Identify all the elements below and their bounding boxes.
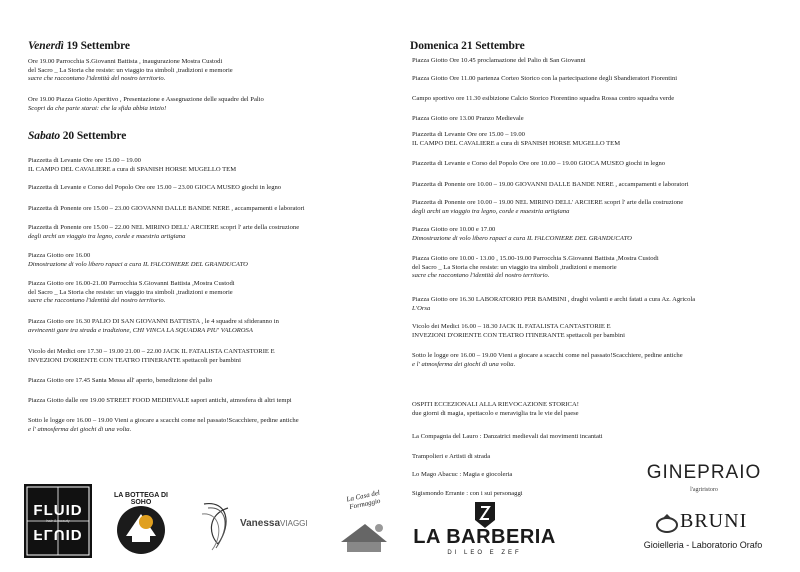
event-line: INVEZIONI D'ORIENTE CON TEATRO ITINERANTE spettacoli per bambini [412, 331, 625, 339]
event-line: Sotto le logge ore 16.00 – 19.00 Vieni a giocare a scacchi come nel passato!Scacchiere, pedine antiche [412, 352, 683, 359]
event-line: Piazza Giotto ore 10.00 - 13.00 , 15.00-19.00 Parrocchia S.Giovanni Battista ,Mostra Custodi [412, 255, 659, 262]
event-line: sacre che raccontano l'identità del nostro territorio. [28, 297, 166, 305]
barberia-logo [412, 500, 557, 564]
event-line: Piazza Giotto ore 16.30 LABORATORIO PER BAMBINI , draghi volanti e archi fatati a cura Az. Agricola [412, 296, 696, 303]
event-block [28, 96, 408, 113]
event-line: Piazza Giotto ore 10.00 e 17.00 [412, 226, 496, 233]
guest-item: Lo Mago Abacuc : Magia e giocoleria [412, 471, 513, 478]
event-line: Ore 19.00 Parrocchia S.Giovanni Battista , inaugurazione Mostra Custodi [28, 58, 223, 65]
event-line: Vicolo dei Medici 16.00 – 18.30 JACK IL FATALISTA CANTASTORIE E [412, 323, 611, 330]
event-line: Piazzetta di Ponente ore 10.00 – 19.00 GIOVANNI DALLE BANDE NERE , accampamenti e laboratori [412, 181, 689, 188]
event-block [412, 181, 792, 190]
event-line: Campo sportivo ore 11.30 esibizione Calcio Storico Fiorentino squadra Rossa contro squadra verde [412, 95, 675, 102]
event-block [412, 115, 792, 124]
event-line: IL CAMPO DEL CAVALIERE a cura di SPANISH HORSE MUGELLO TEM [412, 139, 621, 147]
bottega-logo-text: LA BOTTEGA DI SOHO [114, 492, 168, 506]
fluid-logo [24, 484, 92, 558]
event-block [28, 377, 408, 386]
event-line: Piazza Giotto ore 16.00-21.00 Parrocchia S.Giovanni Battista ,Mostra Custodi [28, 280, 235, 287]
event-line: Piazzetta di Levante Ore ore 15.00 – 19.00 [412, 131, 525, 138]
event-line: del Sacro _ La Storia che resiste: un viaggio tra simboli ,tradizioni e memorie [28, 288, 233, 296]
ginepraio-logo [644, 462, 764, 498]
fluid-logo-sub: hair & beauty [46, 518, 70, 523]
sunday-heading-day: Domenica [410, 40, 459, 52]
event-line: Piazza Giotto ore 16.30 PALIO DI SAN GIOVANNI BATTISTA , le 4 squadre si sfideranno in [28, 318, 279, 325]
barberia-logo-sub: DI LEO E ZEF [447, 550, 522, 556]
event-block [28, 224, 408, 241]
casa-formaggio-logo [335, 490, 393, 556]
event-line: Sotto le logge ore 16.00 – 19.00 Vieni a giocare a scacchi come nel passato!Scacchiere, pedine antiche [28, 417, 299, 424]
bottega-logo [110, 484, 172, 562]
event-block [412, 255, 792, 281]
vanessa-logo-text [240, 518, 308, 529]
event-line: Piazza Giotto dalle ore 19.00 STREET FOOD MEDIEVALE sapori antichi, atmosfera di altri tempi [28, 397, 292, 404]
event-block [412, 131, 792, 148]
event-line: IL CAMPO DEL CAVALIERE a cura di SPANISH HORSE MUGELLO TEM [28, 165, 237, 173]
event-block [28, 184, 408, 193]
event-line: e l' atmosferma dei giochi di una volta. [412, 360, 516, 368]
friday-heading-date: 19 Settembre [66, 40, 130, 52]
bruni-logo-sub: Gioielleria - Laboratorio Orafo [643, 540, 763, 550]
event-block [28, 280, 408, 306]
event-block [28, 348, 408, 365]
event-line: Dimostrazione di volo libero rapaci a cura IL FALCONIERE DEL GRANDUCATO [412, 234, 632, 242]
event-block [28, 252, 408, 269]
event-block [412, 352, 792, 369]
casa-formaggio-text: La Casa del Formaggio [345, 488, 382, 512]
event-block [412, 75, 792, 84]
event-line: sacre che raccontano l'identità del nostro territorio. [412, 272, 550, 280]
ginepraio-logo-sub: l'agriristoro [690, 487, 718, 493]
event-line: Ore 19.00 Piazza Giotto Aperitivo , Presentazione e Assegnazione delle squadre del Palio [28, 96, 264, 103]
event-block [412, 57, 792, 66]
guest-item: La Compagnia del Lauro : Danzatrici medievali dai movimenti incantati [412, 433, 603, 440]
ginepraio-logo-text: GINEPRAIO [646, 462, 762, 483]
event-line: e l' atmosferma dei giochi di una volta. [28, 425, 132, 433]
vanessa-logo [198, 490, 328, 556]
event-block [412, 226, 792, 243]
event-line: INVEZIONI D'ORIENTE CON TEATRO ITINERANTE spettacoli per bambini [28, 356, 241, 364]
event-line: Scopri da che parte starai: che la sfida abbia inizio! [28, 104, 167, 112]
event-line: sacre che raccontano l'identità del nostro territorio. [28, 75, 166, 83]
event-line: Piazzetta di Levante Ore ore 15.00 – 19.00 [28, 157, 141, 164]
event-line: del Sacro _ La Storia che resiste: un viaggio tra simboli ,tradizioni e memorie [412, 263, 617, 271]
guests-subtitle: due giorni di magia, spettacolo e meraviglia tra le vie del paese [412, 409, 579, 417]
event-block [412, 323, 792, 340]
barberia-logo-text: LA BARBERIA [413, 526, 556, 548]
event-block [28, 205, 408, 214]
guests-block [412, 401, 792, 418]
event-line: Piazza Giotto ore 17.45 Santa Messa all' aperto, benedizione del palio [28, 377, 213, 384]
event-block [412, 95, 792, 104]
saturday-heading [28, 130, 126, 142]
event-line: Dimostrazione di volo libero rapaci a cura IL FALCONIERE DEL GRANDUCATO [28, 260, 248, 268]
guests-title: OSPITI ECCEZIONALI ALLA RIEVOCAZIONE STORICA! [412, 401, 579, 408]
sunday-heading-date: 21 Settembre [461, 40, 525, 52]
event-line: Piazza Giotto Ore 10.45 proclamazione del Palio di San Giovanni [412, 57, 586, 64]
event-line: Piazza Giotto ore 16.00 [28, 252, 91, 259]
sunday-heading [410, 40, 525, 52]
event-block [28, 397, 408, 406]
event-line: del Sacro _ La Storia che resiste: un viaggio tra simboli ,tradizioni e memorie [28, 66, 233, 74]
event-block [28, 58, 408, 84]
saturday-heading-day: Sabato [28, 130, 60, 142]
bruni-ring-icon [654, 512, 680, 534]
bruni-logo-text: BRUNI [680, 510, 748, 532]
event-line: Piazza Giotto Ore 11.00 partenza Corteo Storico con la partecipazione degli Sbandieratori Fiorentini [412, 75, 678, 82]
event-line: degli archi un viaggio tra legno, corde e maestria artigiana [412, 207, 570, 215]
guest-item: Sigismondo Errante : con i sui personaggi [412, 490, 523, 497]
event-line: Piazzetta di Ponente ore 15.00 – 23.00 GIOVANNI DALLE BANDE NERE , accampamenti e laboratori [28, 205, 305, 212]
saturday-heading-date: 20 Settembre [62, 130, 127, 142]
event-block [412, 160, 792, 169]
bruni-logo [628, 508, 778, 558]
event-line: Piazzetta di Levante e Corso del Popolo Ore ore 10.00 – 19.00 GIOCA MUSEO giochi in legno [412, 160, 666, 167]
event-line: Piazzetta di Ponente ore 10.00 – 19.00 NEL MIRINO DELL' ARCIERE scopri l' arte della costruzione [412, 199, 684, 206]
vanessa-swirl-icon [198, 494, 238, 554]
event-line: degli archi un viaggio tra legno, corde e maestria artigiana [28, 232, 186, 240]
fluid-logo-text: FLUID [33, 502, 83, 519]
event-block [28, 157, 408, 174]
event-block [412, 296, 792, 313]
event-block [28, 318, 408, 335]
friday-heading [28, 40, 130, 52]
vanessa-name: Vanessa [240, 518, 281, 529]
event-line: Piazzetta di Ponente ore 15.00 – 22.00 NEL MIRINO DELL' ARCIERE scopri l' arte della costruzione [28, 224, 300, 231]
event-block [28, 417, 408, 434]
event-line: Piazza Giotto ore 13.00 Pranzo Medievale [412, 115, 524, 122]
event-block [412, 199, 792, 216]
event-line: Vicolo dei Medici ore 17.30 – 19.00 21.00 – 22.00 JACK IL FATALISTA CANTASTORIE E [28, 348, 275, 355]
event-line: Piazzetta di Levante e Corso del Popolo Ore ore 15.00 – 23.00 GIOCA MUSEO giochi in legno [28, 184, 282, 191]
event-line: avvincenti gare tra strada e tradizione, CHI VINCA LA SQUADRA PIU' VALOROSA [28, 326, 253, 334]
fluid-logo-text-2: FLUID [33, 526, 83, 543]
guest-item: Trampolieri e Artisti di strada [412, 453, 491, 460]
event-line: L'Orsa [412, 304, 431, 312]
friday-heading-day: Venerdì [28, 40, 64, 52]
vanessa-viaggi: VIAGGI [280, 519, 308, 528]
